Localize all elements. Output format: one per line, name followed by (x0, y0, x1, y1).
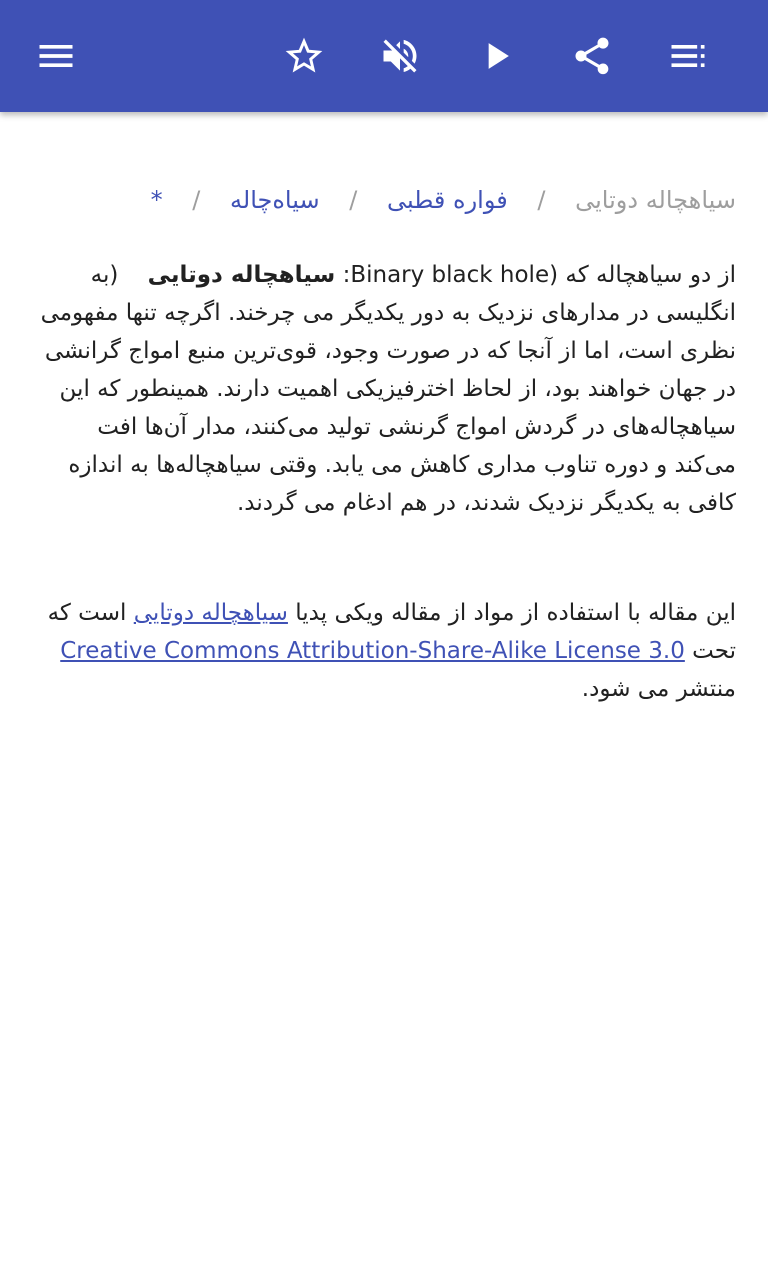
playlist-icon (666, 34, 710, 78)
breadcrumb-separator: / (537, 186, 546, 214)
play-button[interactable] (464, 24, 528, 88)
breadcrumb-separator: / (192, 186, 201, 214)
menu-button[interactable] (24, 24, 88, 88)
share-icon (570, 34, 614, 78)
attribution-end: منتشر می شود. (581, 676, 736, 702)
article-paragraph: از دو سیاهچاله که (Binary black hole: سیاهچاله دوتایی (به انگلیسی در مدارهای نزدیک به دور یکدیگر می چرخند. اگرچه تنها مفهومی نظری است، اما از آنجا که در صورت وجود، قوی‌ترین منبع امواج گرانشی در جهان خواهند بود، از لحاظ اخترفیزیکی اهمیت دارند. همینطور که این سیاهچاله‌های در گردش امواج گرنشی تولید می‌کنند، مدار آن‌ها افت می‌کند و دوره تناوب مداری کاهش می یابد. وقتی سیاهچاله‌ها به اندازه کافی به یکدیگر نزدیک شدند، در هم ادغام می گردند. (40, 262, 736, 516)
article-body-text: در مدارهای نزدیک به دور یکدیگر می چرخند. اگرچه تنها مفهومی نظری است، اما از آنجا که در صورت وجود، قوی‌ترین منبع امواج گرانشی در جهان خواهند بود، از لحاظ اخترفیزیکی اهمیت دارند. همینطور که این سیاهچاله‌های در گردش امواج گرنشی تولید می‌کنند، مدار آن‌ها افت می‌کند و دوره تناوب مداری کاهش می یابد. وقتی سیاهچاله‌ها به اندازه کافی به یکدیگر نزدیک شدند، در هم ادغام می گردند. (40, 300, 736, 516)
volume-off-icon (378, 34, 422, 78)
license-link[interactable]: Creative Commons Attribution-Share-Alike License 3.0 (60, 638, 685, 664)
intro-text: از دو سیاهچاله که ( (549, 262, 736, 288)
breadcrumb-separator: / (349, 186, 358, 214)
english-name: Binary black hole (350, 262, 550, 288)
attribution-paragraph (32, 594, 736, 708)
app-bar (0, 0, 768, 112)
star-outline-icon (282, 34, 326, 78)
contents-button[interactable] (656, 24, 720, 88)
breadcrumb-current: سیاهچاله دوتایی (575, 186, 736, 214)
mute-button[interactable] (368, 24, 432, 88)
share-button[interactable] (560, 24, 624, 88)
article-content (32, 256, 736, 708)
breadcrumb (32, 178, 736, 222)
attribution-middle: است که تحت (47, 600, 736, 664)
source-article-link[interactable]: سیاهچاله دوتایی (133, 600, 288, 626)
menu-icon (34, 34, 78, 78)
article-title-bold: سیاهچاله دوتایی (147, 262, 336, 288)
attribution-text: این مقاله با استفاده از مواد از مقاله ویکی پدیا (287, 600, 736, 626)
breadcrumb-parent-link[interactable]: فواره قطبی (386, 186, 508, 214)
breadcrumb-grandparent-link[interactable]: سیاه‌چاله (230, 186, 320, 214)
english-prefix: به انگلیسی (90, 262, 736, 326)
bookmark-button[interactable] (272, 24, 336, 88)
breadcrumb-root-link[interactable]: * (150, 186, 163, 214)
play-icon (474, 34, 518, 78)
